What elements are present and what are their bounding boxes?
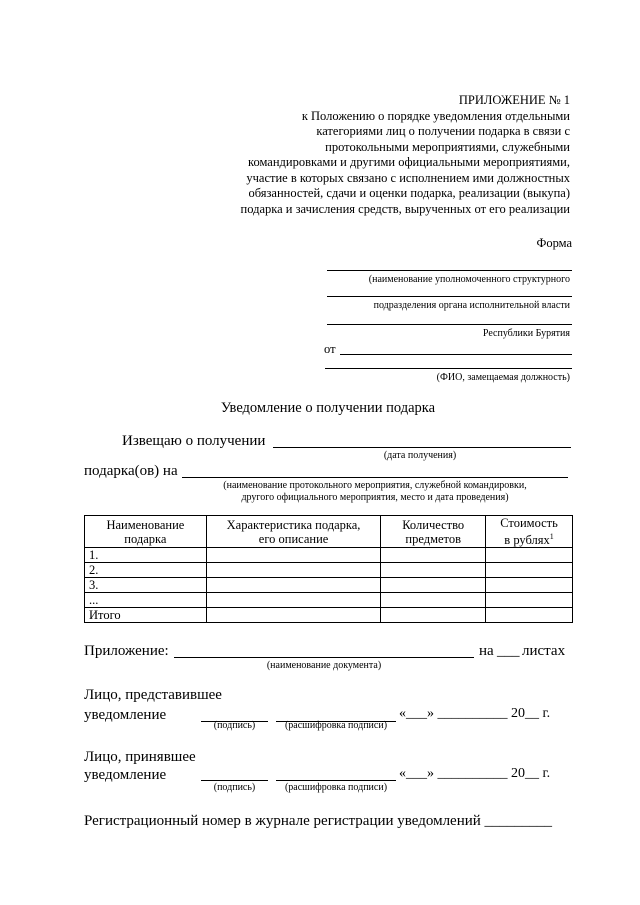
- table-total-row: [85, 608, 573, 623]
- col-header-name: Наименование подарка: [85, 516, 207, 548]
- submitted-decode-caption: (расшифровка подписи): [284, 720, 388, 731]
- submitted-line-1: Лицо, представившее: [84, 687, 222, 703]
- received-decode-caption: (расшифровка подписи): [284, 782, 388, 793]
- gifts-table: [84, 515, 573, 623]
- appendix-title: ПРИЛОЖЕНИЕ № 1: [458, 93, 570, 107]
- col-header-cost: Стоимость в рублях$^1$: [486, 516, 573, 548]
- appendix-block: [241, 93, 571, 217]
- table-cell[interactable]: [381, 608, 486, 623]
- event-caption-2: другого официального мероприятия, место и дата проведения): [241, 492, 509, 503]
- received-decode-field[interactable]: [276, 780, 396, 781]
- page-title: Уведомление о получении подарка: [220, 400, 436, 416]
- submitted-sig-caption: (подпись): [213, 720, 256, 731]
- table-cell[interactable]: [381, 563, 486, 578]
- row-label: 1.: [85, 548, 207, 563]
- appendix-line: подарка и зачисления средств, вырученных от его реализации: [240, 201, 570, 216]
- from-line[interactable]: [340, 354, 572, 355]
- row-label: 3.: [85, 578, 207, 593]
- table-cell[interactable]: [486, 548, 573, 563]
- table-cell[interactable]: [206, 563, 381, 578]
- addressee-caption-2: подразделения органа исполнительной власти: [373, 300, 570, 311]
- table-cell[interactable]: [381, 548, 486, 563]
- table-row: [85, 548, 573, 563]
- row-label: ...: [85, 593, 207, 608]
- table-cell[interactable]: [381, 578, 486, 593]
- date-caption: (дата получения): [383, 450, 457, 461]
- table-header-row: [85, 516, 573, 548]
- received-sig-caption: (подпись): [213, 782, 256, 793]
- table-row: [85, 578, 573, 593]
- table-cell[interactable]: [486, 578, 573, 593]
- row-label: 2.: [85, 563, 207, 578]
- appendix-line: категориями лиц о получении подарка в связи с: [316, 124, 570, 138]
- table-cell[interactable]: [486, 608, 573, 623]
- event-caption-1: (наименование протокольного мероприятия, служебной командировки,: [223, 480, 527, 491]
- table-row: [85, 593, 573, 608]
- table-row: [85, 563, 573, 578]
- table-cell[interactable]: [381, 593, 486, 608]
- appendix-line: участие в которых связано с исполнением ими должностных: [246, 170, 570, 185]
- table-cell[interactable]: [206, 548, 381, 563]
- attachment-label: Приложение:: [84, 643, 169, 659]
- addressee-line-1[interactable]: [327, 270, 572, 271]
- received-signature-field[interactable]: [201, 780, 268, 781]
- attachment-on: на: [479, 643, 494, 659]
- table-cell[interactable]: [206, 578, 381, 593]
- received-date[interactable]: «___» __________ 20__ г.: [399, 766, 551, 781]
- table-cell[interactable]: [206, 608, 381, 623]
- appendix-line: командировками и другими официальными мероприятиями,: [248, 155, 570, 169]
- received-line-2: уведомление: [84, 767, 167, 783]
- footnote-mark: 1: [549, 532, 554, 541]
- received-line-1: Лицо, принявшее: [84, 749, 196, 765]
- addressee-line-3[interactable]: [327, 324, 572, 325]
- table-cell[interactable]: [206, 593, 381, 608]
- attachment-field[interactable]: [174, 657, 474, 658]
- event-field[interactable]: [182, 477, 568, 478]
- table-cell[interactable]: [486, 563, 573, 578]
- col-header-description: Характеристика подарка, его описание: [206, 516, 381, 548]
- table-cell[interactable]: [486, 593, 573, 608]
- from-line-2[interactable]: [325, 368, 572, 369]
- attachment-caption: (наименование документа): [266, 660, 382, 671]
- attachment-sheets-field[interactable]: ___: [497, 643, 520, 659]
- row-label-total: Итого: [85, 608, 207, 623]
- appendix-line: к Положению о порядке уведомления отдельными: [301, 108, 570, 123]
- date-received-field[interactable]: [273, 447, 571, 448]
- attachment-sheets-label: листах: [522, 643, 566, 659]
- addressee-caption-4: (ФИО, замещаемая должность): [436, 372, 570, 383]
- notify-text-1: Извещаю о получении: [122, 433, 266, 449]
- addressee-caption-1: (наименование уполномоченного структурного: [368, 274, 570, 285]
- col-header-quantity: Количество предметов: [381, 516, 486, 548]
- registration-number: Регистрационный номер в журнале регистрации уведомлений _________: [84, 813, 553, 829]
- notify-text-2: подарка(ов) на: [84, 463, 178, 479]
- addressee-line-2[interactable]: [327, 296, 572, 297]
- form-label: Форма: [536, 236, 572, 250]
- submitted-line-2: уведомление: [84, 707, 167, 723]
- appendix-line: протокольными мероприятиями, служебными: [325, 139, 570, 154]
- submitted-date[interactable]: «___» __________ 20__ г.: [399, 706, 551, 721]
- appendix-line: обязанностей, сдачи и оценки подарка, реализации (выкупа): [248, 186, 570, 200]
- addressee-caption-3: Республики Бурятия: [482, 328, 570, 339]
- from-label: от: [324, 342, 336, 356]
